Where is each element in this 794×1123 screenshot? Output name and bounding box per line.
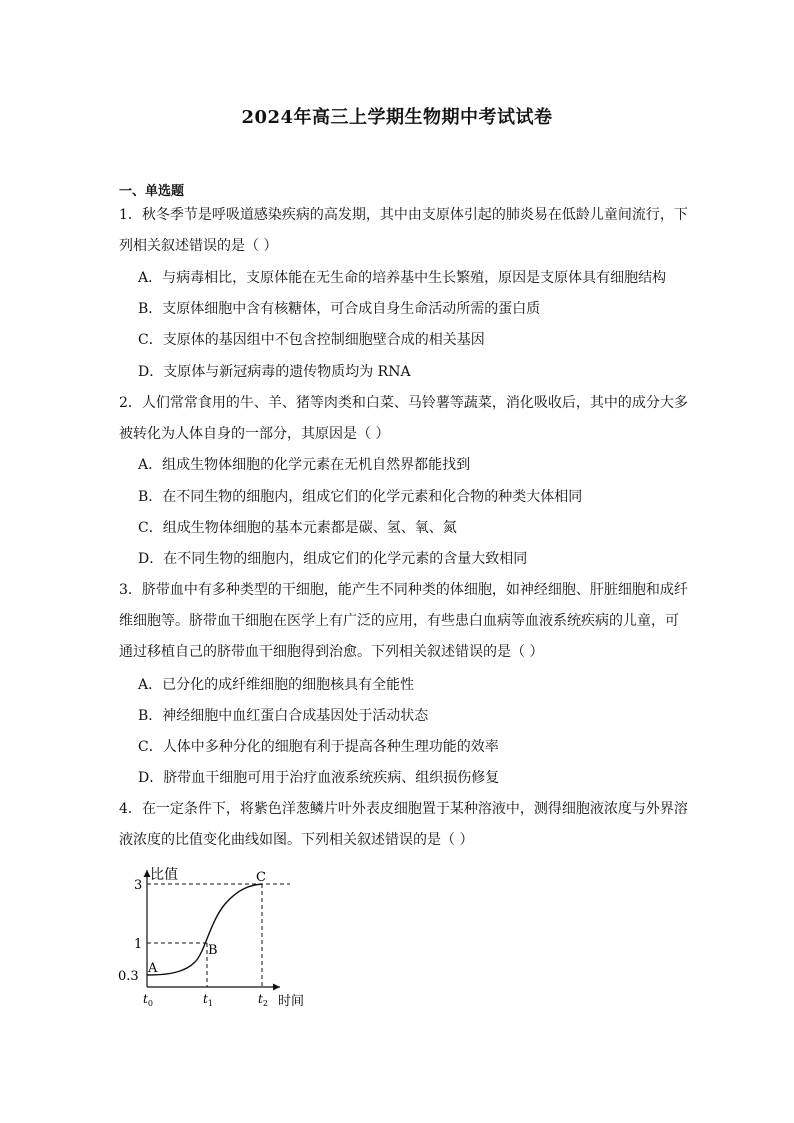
question-3-stem: 3．脐带血中有多种类型的干细胞，能产生不同种类的体细胞，如神经细胞、肝脏细胞和成纤维细胞等。脐带血干细胞在医学上有广泛的应用，有些患白血病等血液系统疾病的儿童，可通过移植自己的脐带血干细胞得到治愈。下列相关叙述错误的是（ ） (119, 582, 688, 660)
question-3-option-d: D．脐带血干细胞可用于治疗血液系统疾病、组织损伤修复 (138, 770, 500, 786)
point-a-label: A (148, 961, 158, 976)
y-tick-3: 3 (134, 878, 143, 893)
question-3-option-a: A．已分化的成纤维细胞的细胞核具有全能性 (138, 677, 415, 693)
question-2-option-d: D．在不同生物的细胞内，组成它们的化学元素的含量大致相同 (138, 551, 528, 567)
y-tick-0.3: 0.3 (118, 969, 139, 984)
question-1-stem: 1．秋冬季节是呼吸道感染疾病的高发期，其中由支原体引起的肺炎易在低龄儿童间流行，下列相关叙述错误的是（ ） (119, 207, 688, 254)
x-tick-t0: $t_0$ (143, 992, 153, 1008)
question-3-option-c: C．人体中多种分化的细胞有利于提高各种生理功能的效率 (138, 739, 499, 755)
question-3-option-b: B．神经细胞中血红蛋白合成基因处于活动状态 (138, 708, 429, 724)
question-2-option-a: A．组成生物体细胞的化学元素在无机自然界都能找到 (138, 457, 471, 473)
y-tick-1: 1 (134, 937, 143, 952)
question-1-option-a: A．与病毒相比，支原体能在无生命的培养基中生长繁殖，原因是支原体具有细胞结构 (138, 270, 667, 286)
ratio-curve (147, 884, 262, 975)
question-4-stem: 4．在一定条件下，将紫色洋葱鳞片叶外表皮细胞置于某种溶液中，测得细胞液浓度与外界溶液浓度的比值变化曲线如图。下列相关叙述错误的是（ ） (119, 801, 688, 848)
question-2-option-c: C．组成生物体细胞的基本元素都是碳、氢、氧、氮 (138, 520, 457, 536)
point-b-label: B (208, 943, 218, 958)
x-tick-t1: $t_1$ (203, 992, 213, 1008)
question-1-option-b: B．支原体细胞中含有核糖体，可合成自身生命活动所需的蛋白质 (138, 301, 541, 317)
x-axis-label: 时间 (278, 994, 305, 1009)
y-axis-label: 比值 (150, 867, 178, 883)
x-tick-t2: $t_2$ (258, 992, 268, 1008)
question-2-option-b: B．在不同生物的细胞内，组成它们的化学元素和化合物的种类大体相同 (138, 489, 583, 505)
question-1-option-d: D．支原体与新冠病毒的遗传物质均为 RNA (138, 364, 411, 380)
ratio-curve-figure (118, 862, 320, 1016)
question-2-stem: 2．人们常常食用的牛、羊、猪等肉类和白菜、马铃薯等蔬菜，消化吸收后，其中的成分大多被转化为人体自身的一部分，其原因是（ ） (119, 395, 688, 442)
ratio-curve-svg (118, 862, 320, 1012)
point-c-label: C (256, 870, 266, 885)
question-1-option-c: C．支原体的基因组中不包含控制细胞壁合成的相关基因 (138, 332, 485, 348)
exam-title: 2024年高三上学期生物期中考试试卷 (241, 107, 553, 128)
section-heading: 一、单选题 (119, 184, 185, 199)
